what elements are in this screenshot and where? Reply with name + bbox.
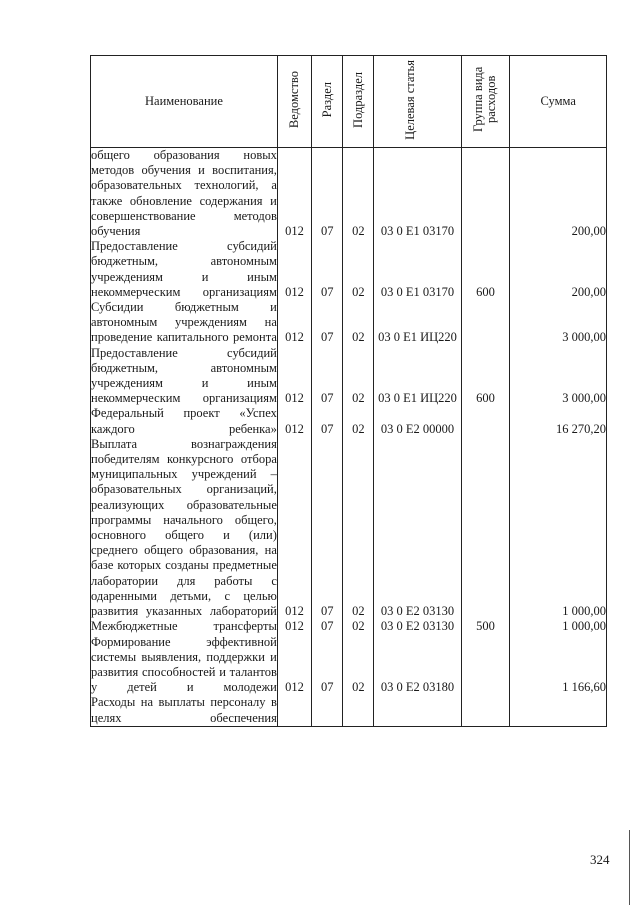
row-vedomstvo: 012 xyxy=(277,300,311,346)
row-podrazdel: 02 xyxy=(343,635,374,696)
row-vedomstvo: 012 xyxy=(277,635,311,696)
row-razdel: 07 xyxy=(312,635,343,696)
scan-edge-line xyxy=(629,830,630,905)
table-header-row xyxy=(91,56,607,148)
row-vedomstvo: 012 xyxy=(277,148,311,240)
table-row xyxy=(91,148,607,240)
header-razdel: Раздел xyxy=(312,56,343,148)
row-name: Расходы на выплаты персоналу в целях обеспечения xyxy=(91,695,277,725)
row-razdel: 07 xyxy=(312,346,343,407)
row-group xyxy=(461,635,510,696)
row-podrazdel: 02 xyxy=(343,239,374,300)
row-group xyxy=(461,437,510,619)
row-name: Предоставление субсидий бюджетным, автономным учреждениям и иным некоммерческим организациям xyxy=(91,239,277,299)
row-name: Формирование эффективной системы выявления, поддержки и развития способностей и талантов у детей и молодежи xyxy=(91,634,277,695)
row-name: Предоставление субсидий бюджетным, автономным учреждениям и иным некоммерческим организациям xyxy=(91,345,277,406)
row-sum xyxy=(510,695,607,726)
row-name: Субсидии бюджетным и автономным учреждениям на проведение капитального ремонта xyxy=(91,300,277,345)
table-row xyxy=(91,635,607,696)
row-name: Выплата вознаграждения победителям конкурсного отбора муниципальных учреждений – образовательных организаций, реализующих образовательные программы начального общего, основного общего и (или) среднего общего образования, на базе которых созданы предметные лаборатории для работы с одаренными детьми, с целью развития указанных лабораторий xyxy=(91,436,277,619)
row-vedomstvo: 012 xyxy=(277,346,311,407)
row-sum: 1 000,00 xyxy=(510,619,607,634)
row-razdel: 07 xyxy=(312,148,343,240)
row-article: 03 0 Е1 03170 xyxy=(374,239,461,300)
row-podrazdel: 02 xyxy=(343,437,374,619)
row-razdel: 07 xyxy=(312,619,343,634)
row-razdel: 07 xyxy=(312,300,343,346)
header-vedomstvo: Ведомство xyxy=(277,56,311,148)
row-podrazdel xyxy=(343,695,374,726)
row-sum: 3 000,00 xyxy=(510,300,607,346)
table-row xyxy=(91,695,607,726)
row-sum: 1 166,60 xyxy=(510,635,607,696)
row-name: Межбюджетные трансферты xyxy=(91,619,277,634)
row-sum: 200,00 xyxy=(510,239,607,300)
header-sum: Сумма xyxy=(510,56,607,148)
row-sum: 16 270,20 xyxy=(510,406,607,436)
table-row xyxy=(91,619,607,634)
table-row xyxy=(91,437,607,619)
row-article: 03 0 Е2 03130 xyxy=(374,619,461,634)
row-article: 03 0 Е1 ИЦ220 xyxy=(374,346,461,407)
row-group xyxy=(461,406,510,436)
row-group: 600 xyxy=(461,239,510,300)
row-group: 600 xyxy=(461,346,510,407)
row-article xyxy=(374,695,461,726)
row-name: общего образования новых методов обучения и воспитания, образовательных технологий, а также обновление содержания и совершенствование методов обучения xyxy=(91,148,277,239)
row-article: 03 0 Е2 00000 xyxy=(374,406,461,436)
table-row xyxy=(91,346,607,407)
row-vedomstvo: 012 xyxy=(277,239,311,300)
row-group xyxy=(461,148,510,240)
row-vedomstvo: 012 xyxy=(277,619,311,634)
row-podrazdel: 02 xyxy=(343,346,374,407)
row-group: 500 xyxy=(461,619,510,634)
row-group xyxy=(461,695,510,726)
header-group: Группа вида расходов xyxy=(461,56,510,148)
row-razdel: 07 xyxy=(312,437,343,619)
budget-table xyxy=(90,55,607,727)
row-vedomstvo xyxy=(277,695,311,726)
header-name: Наименование xyxy=(91,56,278,148)
row-article: 03 0 Е2 03130 xyxy=(374,437,461,619)
row-razdel: 07 xyxy=(312,406,343,436)
row-article: 03 0 Е1 ИЦ220 xyxy=(374,300,461,346)
table-row xyxy=(91,239,607,300)
row-sum: 200,00 xyxy=(510,148,607,240)
row-name: Федеральный проект «Успех каждого ребенка» xyxy=(91,406,277,436)
row-razdel xyxy=(312,695,343,726)
row-podrazdel: 02 xyxy=(343,406,374,436)
row-podrazdel: 02 xyxy=(343,148,374,240)
row-podrazdel: 02 xyxy=(343,619,374,634)
row-sum: 1 000,00 xyxy=(510,437,607,619)
table-row xyxy=(91,406,607,436)
row-article: 03 0 Е1 03170 xyxy=(374,148,461,240)
row-group xyxy=(461,300,510,346)
row-vedomstvo: 012 xyxy=(277,406,311,436)
row-article: 03 0 Е2 03180 xyxy=(374,635,461,696)
header-podrazdel: Подраздел xyxy=(343,56,374,148)
row-podrazdel: 02 xyxy=(343,300,374,346)
row-sum: 3 000,00 xyxy=(510,346,607,407)
row-vedomstvo: 012 xyxy=(277,437,311,619)
row-razdel: 07 xyxy=(312,239,343,300)
header-article: Целевая статья xyxy=(374,56,461,148)
table-row xyxy=(91,300,607,346)
page-number: 324 xyxy=(590,852,610,867)
